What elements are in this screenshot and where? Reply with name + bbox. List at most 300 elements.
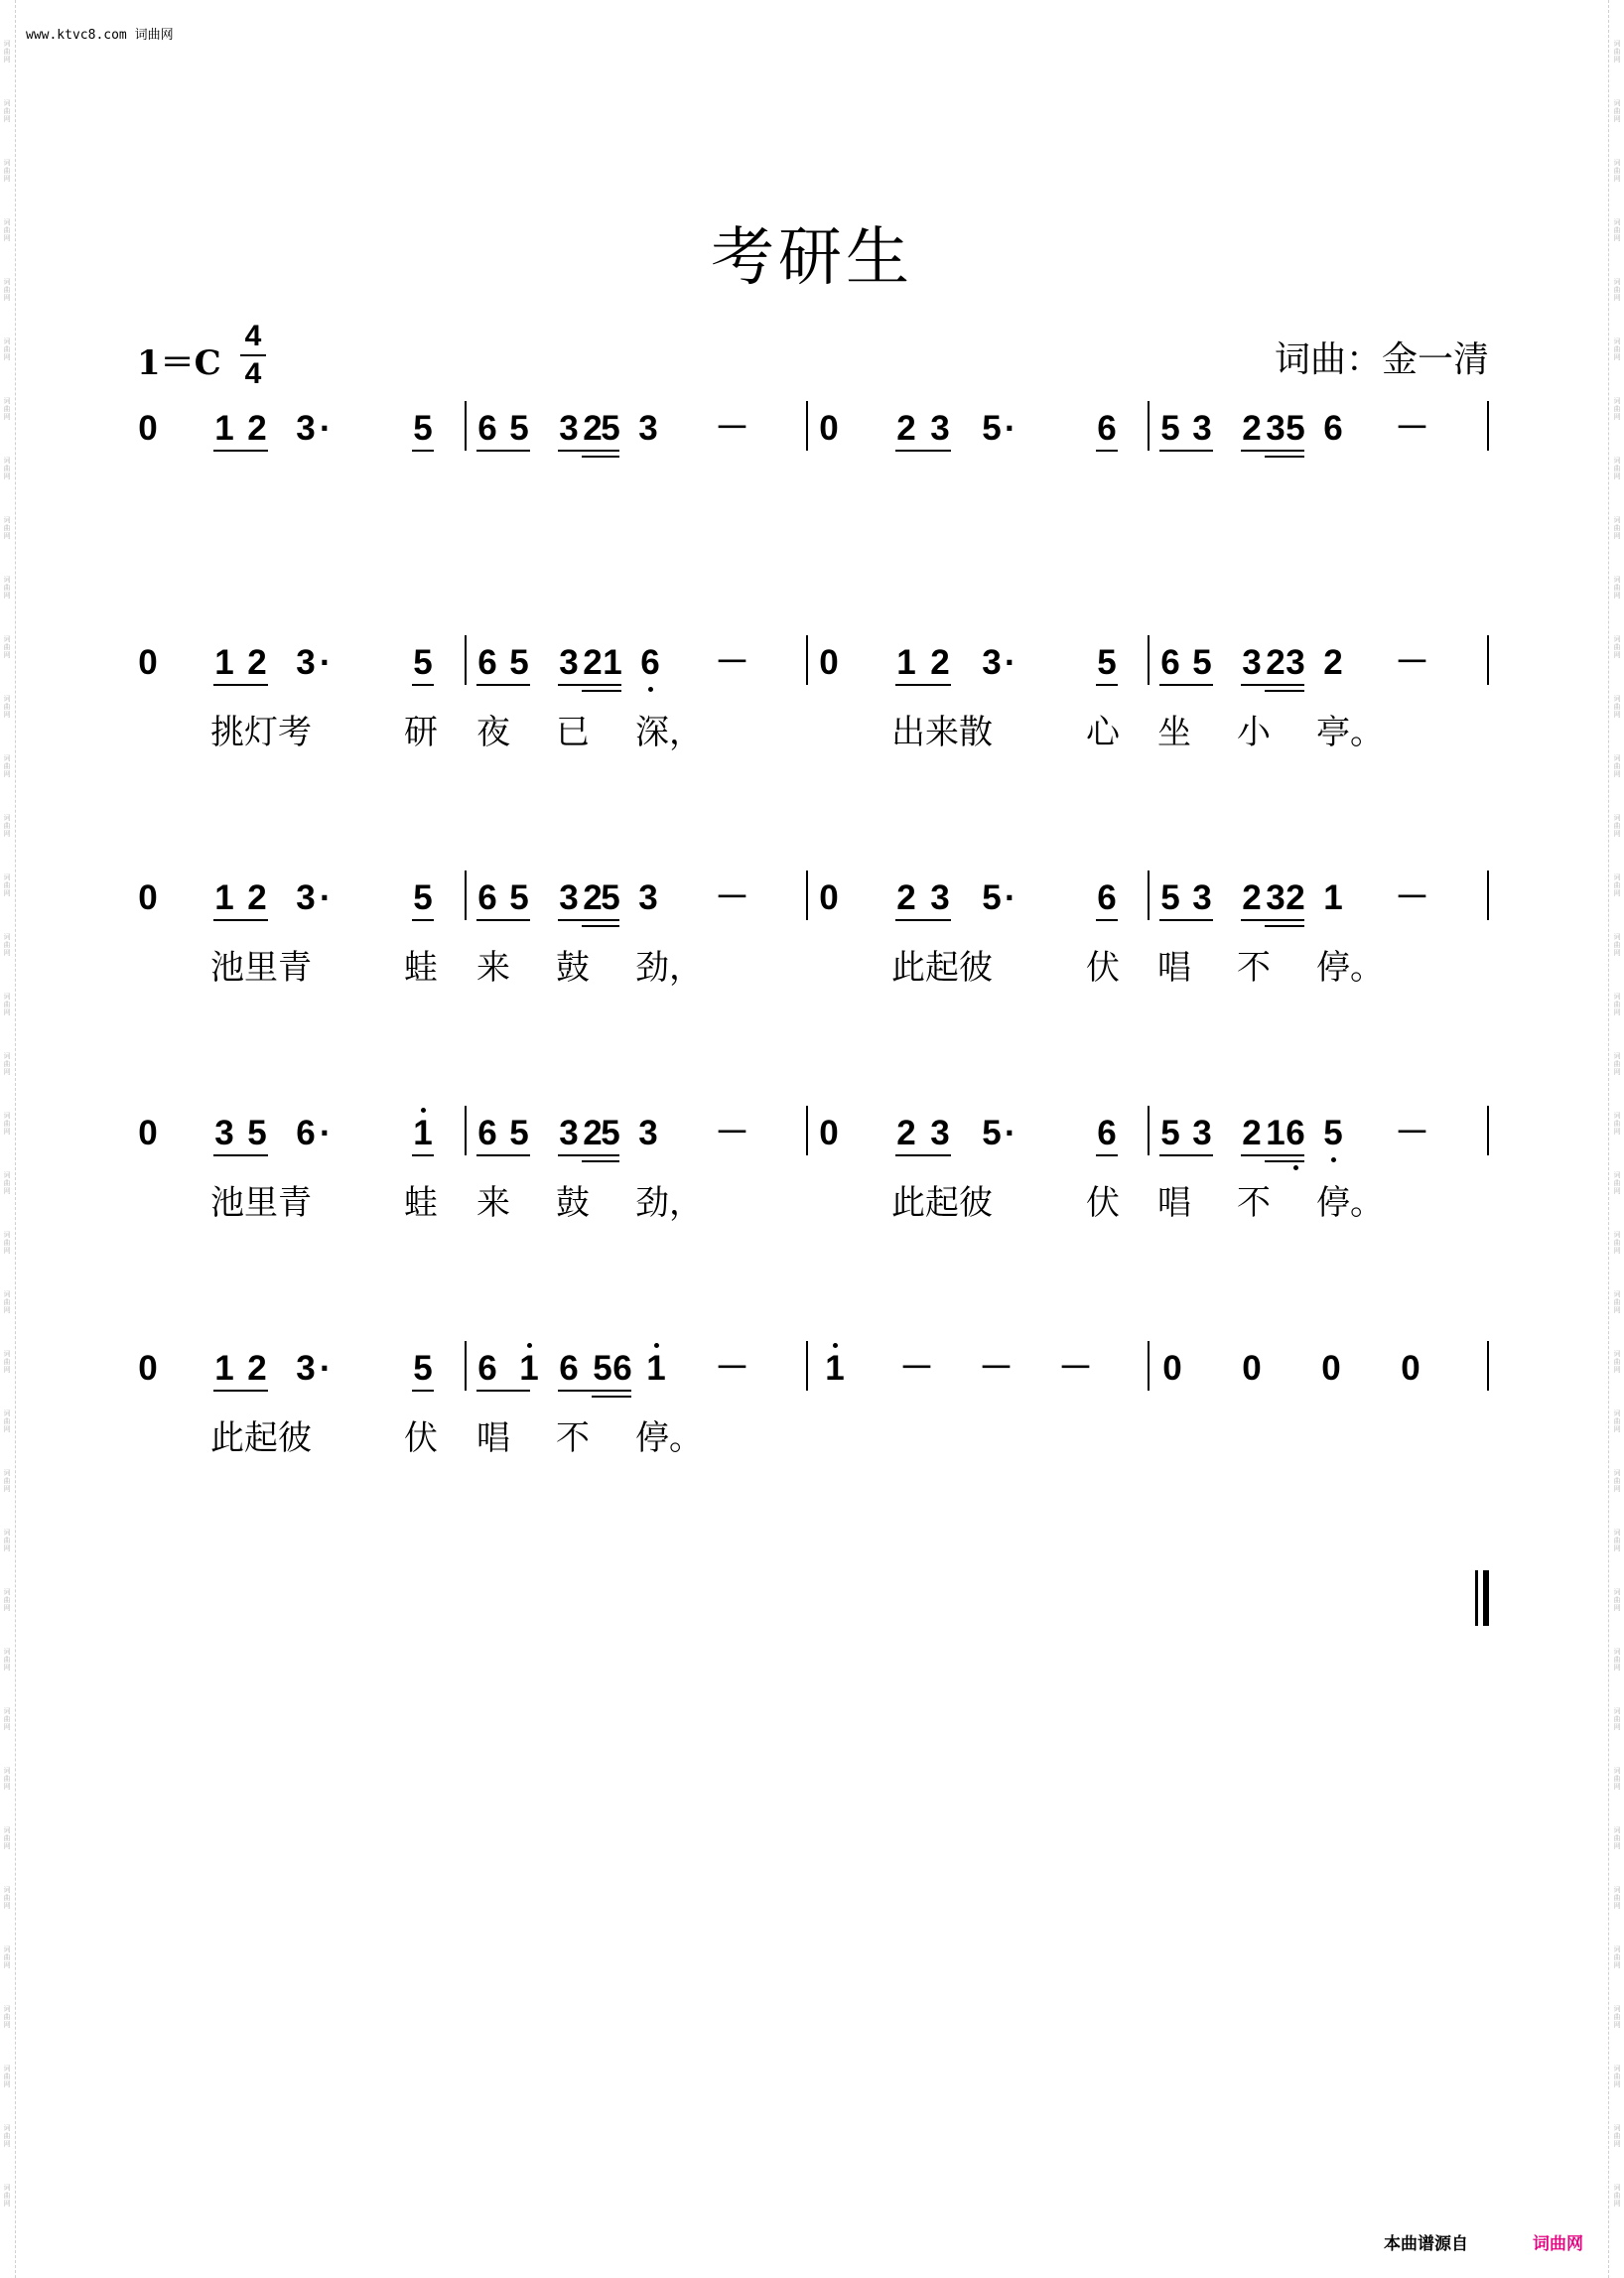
dotted-note-mark: ·	[320, 878, 332, 917]
note: 5	[982, 1114, 1002, 1152]
watermark-text: 词曲网	[1613, 2184, 1621, 2208]
note: 5	[601, 1114, 620, 1152]
underline	[1159, 1154, 1213, 1156]
note: 3	[214, 1114, 234, 1152]
note: 0	[138, 878, 158, 917]
score-line-1	[0, 409, 1624, 538]
underline	[895, 450, 951, 452]
watermark-text: 词曲网	[3, 397, 11, 421]
underline	[558, 1154, 619, 1156]
lyric: 劲，	[635, 948, 703, 988]
underline	[476, 450, 530, 452]
underline	[582, 1160, 619, 1162]
watermark-text: 词曲网	[1613, 1171, 1621, 1195]
key-signature: 1＝C	[137, 343, 221, 383]
dotted-note-mark: ·	[320, 643, 332, 682]
underline	[476, 1390, 530, 1392]
underline	[895, 684, 951, 686]
note: 2	[896, 878, 916, 917]
watermark-text: 词曲网	[3, 1171, 11, 1195]
note: 2	[247, 409, 267, 448]
note: 5	[982, 409, 1002, 448]
watermark-text: 词曲网	[3, 635, 11, 659]
watermark-text: 词曲网	[1613, 40, 1621, 64]
note: 3	[559, 409, 579, 448]
watermark-text: 词曲网	[1613, 1231, 1621, 1255]
barline	[806, 401, 808, 451]
watermark-text: 词曲网	[3, 1231, 11, 1255]
underline	[558, 1390, 631, 1392]
watermark-text: 词曲网	[3, 1290, 11, 1314]
watermark-text: 词曲网	[3, 218, 11, 242]
dotted-note-mark: ·	[1005, 878, 1016, 917]
underline	[1241, 450, 1304, 452]
barline	[465, 1341, 467, 1391]
score-line-5	[0, 1349, 1624, 1478]
composer-credit: 词曲：金一清	[1274, 339, 1489, 380]
note: 2	[583, 878, 603, 917]
barline	[465, 635, 467, 685]
note: 0	[1242, 1349, 1262, 1388]
note: 1	[519, 1349, 539, 1388]
note: 6	[296, 1114, 316, 1152]
note: 3	[930, 1114, 950, 1152]
note: 3	[638, 1114, 658, 1152]
note: 6	[477, 1114, 497, 1152]
watermark-text: 词曲网	[3, 159, 11, 183]
sustain-dash: －	[715, 878, 750, 917]
watermark-text: 词曲网	[3, 1052, 11, 1076]
watermark-text: 词曲网	[1613, 1767, 1621, 1791]
note: 1	[825, 1349, 845, 1388]
underline	[582, 925, 619, 927]
dotted-note-mark: ·	[1005, 1114, 1016, 1152]
underline	[1241, 1154, 1304, 1156]
note: 5	[982, 878, 1002, 917]
note: 5	[1160, 878, 1180, 917]
site-url: www.ktvc8.com 词曲网	[26, 28, 174, 43]
note: 5	[1097, 643, 1117, 682]
watermark-text: 词曲网	[1613, 1290, 1621, 1314]
dotted-note-mark: ·	[320, 1114, 332, 1152]
low-octave-dot	[648, 687, 653, 692]
final-barline	[1475, 1570, 1491, 1626]
watermark-text: 词曲网	[3, 2124, 11, 2148]
note: 1	[214, 1349, 234, 1388]
note: 2	[1266, 643, 1286, 682]
note: 1	[896, 643, 916, 682]
note: 0	[819, 878, 839, 917]
watermark-text: 词曲网	[3, 1707, 11, 1731]
note: 3	[930, 409, 950, 448]
note: 3	[930, 878, 950, 917]
underline	[1159, 450, 1213, 452]
note: 5	[413, 409, 433, 448]
note: 6	[640, 643, 660, 682]
lyric: 来	[476, 1183, 510, 1223]
final-barline-thin	[1475, 1570, 1478, 1626]
barline	[1487, 1341, 1489, 1391]
note: 5	[509, 878, 529, 917]
note: 5	[1323, 1114, 1343, 1152]
watermark-text: 词曲网	[1613, 1052, 1621, 1076]
note: 3	[1266, 409, 1286, 448]
watermark-text: 词曲网	[1613, 337, 1621, 361]
watermark-text: 词曲网	[3, 516, 11, 540]
watermark-text: 词曲网	[1613, 1945, 1621, 1969]
note: 5	[509, 1114, 529, 1152]
watermark-text: 词曲网	[1613, 1529, 1621, 1552]
sustain-dash: －	[1395, 1114, 1430, 1152]
sustain-dash: －	[1395, 643, 1430, 682]
dotted-note-mark: ·	[1005, 409, 1016, 448]
dotted-note-mark: ·	[320, 409, 332, 448]
final-barline-thick	[1483, 1570, 1489, 1626]
note: 6	[1097, 1114, 1117, 1152]
note: 0	[1321, 1349, 1341, 1388]
note: 3	[296, 643, 316, 682]
watermark-text: 词曲网	[1613, 1588, 1621, 1612]
note: 0	[138, 643, 158, 682]
lyric: 池里青	[210, 1183, 312, 1223]
lyric: 蛙	[404, 1183, 438, 1223]
footer-source-label: 本曲谱源自	[1384, 2234, 1468, 2254]
underline	[1241, 919, 1304, 921]
sustain-dash: －	[1395, 878, 1430, 917]
lyric: 不	[556, 1418, 590, 1458]
underline	[1159, 684, 1213, 686]
barline	[465, 1106, 467, 1155]
score-line-3	[0, 878, 1624, 1007]
time-signature-numerator: 4	[244, 320, 262, 352]
note: 2	[247, 1349, 267, 1388]
barline	[806, 871, 808, 920]
time-signature-divider	[240, 354, 266, 356]
lyric: 小	[1237, 713, 1271, 752]
watermark-text: 词曲网	[3, 1112, 11, 1136]
underline	[1096, 684, 1118, 686]
lyric: 不	[1237, 1183, 1271, 1223]
underline	[1265, 690, 1304, 692]
barline	[806, 1106, 808, 1155]
underline	[1265, 925, 1304, 927]
note: 6	[1097, 878, 1117, 917]
note: 0	[1162, 1349, 1182, 1388]
watermark-text: 词曲网	[3, 2065, 11, 2088]
lyric: 停。	[1316, 1183, 1384, 1223]
note: 6	[477, 878, 497, 917]
song-title: 考研生	[711, 221, 913, 295]
note: 5	[413, 1349, 433, 1388]
note: 5	[509, 409, 529, 448]
underline	[558, 684, 621, 686]
note: 3	[1286, 643, 1305, 682]
lyric: 已	[556, 713, 590, 752]
note: 0	[1401, 1349, 1421, 1388]
watermark-text: 词曲网	[3, 754, 11, 778]
underline	[476, 684, 530, 686]
dotted-note-mark: ·	[1005, 643, 1016, 682]
watermark-text: 词曲网	[1613, 635, 1621, 659]
time-signature-denominator: 4	[244, 357, 262, 390]
barline	[806, 1341, 808, 1391]
underline	[592, 1396, 631, 1398]
note: 5	[413, 878, 433, 917]
watermark-text: 词曲网	[3, 278, 11, 302]
note: 6	[1160, 643, 1180, 682]
underline	[582, 690, 621, 692]
watermark-text: 词曲网	[3, 40, 11, 64]
watermark-text: 词曲网	[1613, 993, 1621, 1016]
lyric: 停。	[635, 1418, 703, 1458]
watermark-text: 词曲网	[1613, 576, 1621, 600]
note: 6	[477, 409, 497, 448]
note: 2	[247, 878, 267, 917]
lyric: 挑灯考	[210, 713, 312, 752]
lyric: 伏	[1086, 948, 1120, 988]
barline	[465, 871, 467, 920]
barline	[1487, 871, 1489, 920]
note: 3	[559, 1114, 579, 1152]
watermark-text: 词曲网	[3, 576, 11, 600]
watermark-text: 词曲网	[3, 457, 11, 480]
note: 5	[247, 1114, 267, 1152]
underline	[412, 1154, 434, 1156]
note: 0	[138, 1114, 158, 1152]
watermark-text: 词曲网	[3, 814, 11, 838]
note: 1	[413, 1114, 433, 1152]
underline	[213, 1390, 268, 1392]
underline	[1159, 919, 1213, 921]
note: 3	[1192, 1114, 1212, 1152]
watermark-text: 词曲网	[3, 99, 11, 123]
note: 6	[1286, 1114, 1305, 1152]
underline	[558, 450, 619, 452]
watermark-text: 词曲网	[1613, 754, 1621, 778]
sustain-dash: －	[1058, 1349, 1094, 1388]
underline	[412, 919, 434, 921]
high-octave-dot	[421, 1108, 426, 1113]
lyric: 不	[1237, 948, 1271, 988]
note: 6	[612, 1349, 632, 1388]
barline	[1148, 1341, 1150, 1391]
underline	[213, 1154, 268, 1156]
lyric: 劲，	[635, 1183, 703, 1223]
underline	[1241, 684, 1304, 686]
watermark-text: 词曲网	[3, 1826, 11, 1850]
watermark-text: 词曲网	[3, 1469, 11, 1493]
note: 0	[138, 409, 158, 448]
barline	[465, 401, 467, 451]
high-octave-dot	[527, 1343, 532, 1348]
lyric: 坐	[1157, 713, 1191, 752]
note: 2	[1242, 1114, 1262, 1152]
note: 3	[638, 409, 658, 448]
note: 5	[1286, 409, 1305, 448]
note: 5	[1160, 1114, 1180, 1152]
lyric: 蛙	[404, 948, 438, 988]
watermark-text: 词曲网	[1613, 218, 1621, 242]
lyric: 池里青	[210, 948, 312, 988]
watermark-text: 词曲网	[3, 2184, 11, 2208]
lyric: 此起彼	[891, 948, 993, 988]
note: 0	[138, 1349, 158, 1388]
watermark-text: 词曲网	[3, 695, 11, 719]
watermark-text: 词曲网	[1613, 2065, 1621, 2088]
sustain-dash: －	[715, 643, 750, 682]
watermark-text: 词曲网	[1613, 1112, 1621, 1136]
watermark-text: 词曲网	[3, 1945, 11, 1969]
barline	[1148, 1106, 1150, 1155]
low-octave-dot	[1331, 1157, 1336, 1162]
note: 1	[646, 1349, 666, 1388]
underline	[1265, 1160, 1304, 1162]
footer-source-link[interactable]: 词曲网	[1533, 2234, 1583, 2254]
note: 2	[583, 643, 603, 682]
watermark-text: 词曲网	[3, 1588, 11, 1612]
watermark-text: 词曲网	[3, 993, 11, 1016]
note: 3	[982, 643, 1002, 682]
watermark-text: 词曲网	[1613, 933, 1621, 957]
note: 6	[1323, 409, 1343, 448]
barline	[1148, 401, 1150, 451]
note: 0	[819, 643, 839, 682]
lyric: 夜	[476, 713, 510, 752]
watermark-text: 词曲网	[3, 1409, 11, 1433]
underline	[213, 450, 268, 452]
high-octave-dot	[654, 1343, 659, 1348]
underline	[895, 1154, 951, 1156]
watermark-text: 词曲网	[3, 1767, 11, 1791]
watermark-text: 词曲网	[1613, 2005, 1621, 2029]
lyric: 伏	[404, 1418, 438, 1458]
high-octave-dot	[833, 1343, 838, 1348]
watermark-text: 词曲网	[1613, 397, 1621, 421]
note: 5	[509, 643, 529, 682]
note: 0	[819, 1114, 839, 1152]
underline	[1096, 1154, 1118, 1156]
lyric: 此起彼	[891, 1183, 993, 1223]
barline	[1148, 871, 1150, 920]
barline	[1487, 401, 1489, 451]
note: 3	[296, 409, 316, 448]
score-line-4	[0, 1114, 1624, 1243]
watermark-text: 词曲网	[1613, 1409, 1621, 1433]
note: 5	[1160, 409, 1180, 448]
watermark-text: 词曲网	[3, 873, 11, 897]
time-signature	[238, 320, 268, 391]
note: 2	[930, 643, 950, 682]
barline	[806, 635, 808, 685]
lyric: 唱	[1157, 1183, 1191, 1223]
note: 3	[559, 643, 579, 682]
note: 3	[638, 878, 658, 917]
note: 6	[1097, 409, 1117, 448]
lyric: 深，	[635, 713, 703, 752]
watermark-text: 词曲网	[3, 1529, 11, 1552]
note: 2	[1242, 409, 1262, 448]
lyric: 出来散	[891, 713, 993, 752]
underline	[1265, 456, 1304, 458]
watermark-text: 词曲网	[3, 1886, 11, 1910]
note: 1	[1266, 1114, 1286, 1152]
note: 2	[896, 409, 916, 448]
note: 3	[1192, 878, 1212, 917]
note: 3	[1192, 409, 1212, 448]
note: 6	[477, 1349, 497, 1388]
note: 6	[477, 643, 497, 682]
lyric: 鼓	[556, 948, 590, 988]
sustain-dash: －	[715, 409, 750, 448]
underline	[213, 684, 268, 686]
watermark-text: 词曲网	[3, 1648, 11, 1672]
note: 5	[593, 1349, 612, 1388]
note: 0	[819, 409, 839, 448]
underline	[1096, 919, 1118, 921]
underline	[412, 684, 434, 686]
underline	[895, 919, 951, 921]
watermark-text: 词曲网	[1613, 1707, 1621, 1731]
underline	[558, 919, 619, 921]
note: 2	[1242, 878, 1262, 917]
watermark-text: 词曲网	[1613, 1350, 1621, 1374]
watermark-text: 词曲网	[3, 2005, 11, 2029]
sustain-dash: －	[979, 1349, 1015, 1388]
sustain-dash: －	[715, 1114, 750, 1152]
barline	[1487, 1106, 1489, 1155]
note: 3	[559, 878, 579, 917]
note: 1	[214, 643, 234, 682]
note: 3	[296, 878, 316, 917]
lyric: 伏	[1086, 1183, 1120, 1223]
watermark-text: 词曲网	[3, 933, 11, 957]
lyric: 唱	[1157, 948, 1191, 988]
note: 1	[214, 878, 234, 917]
underline	[582, 456, 619, 458]
note: 3	[1242, 643, 1262, 682]
note: 1	[214, 409, 234, 448]
lyric: 鼓	[556, 1183, 590, 1223]
watermark-text: 词曲网	[3, 337, 11, 361]
note: 2	[247, 643, 267, 682]
sustain-dash: －	[899, 1349, 935, 1388]
lyric: 心	[1086, 713, 1120, 752]
watermark-text: 词曲网	[1613, 457, 1621, 480]
watermark-text: 词曲网	[1613, 278, 1621, 302]
watermark-text: 词曲网	[1613, 2124, 1621, 2148]
low-octave-dot	[1293, 1165, 1298, 1170]
note: 3	[1266, 878, 1286, 917]
barline	[1148, 635, 1150, 685]
watermark-text: 词曲网	[1613, 1648, 1621, 1672]
note: 2	[1286, 878, 1305, 917]
underline	[412, 1390, 434, 1392]
lyric: 此起彼	[210, 1418, 312, 1458]
watermark-text: 词曲网	[1613, 1826, 1621, 1850]
note: 1	[603, 643, 622, 682]
note: 5	[601, 409, 620, 448]
sustain-dash: －	[715, 1349, 750, 1388]
watermark-text: 词曲网	[1613, 695, 1621, 719]
watermark-text: 词曲网	[3, 1350, 11, 1374]
lyric: 来	[476, 948, 510, 988]
watermark-text: 词曲网	[1613, 99, 1621, 123]
watermark-text: 词曲网	[1613, 814, 1621, 838]
lyric: 亭。	[1316, 713, 1384, 752]
watermark-text: 词曲网	[1613, 516, 1621, 540]
underline	[412, 450, 434, 452]
sustain-dash: －	[1395, 409, 1430, 448]
